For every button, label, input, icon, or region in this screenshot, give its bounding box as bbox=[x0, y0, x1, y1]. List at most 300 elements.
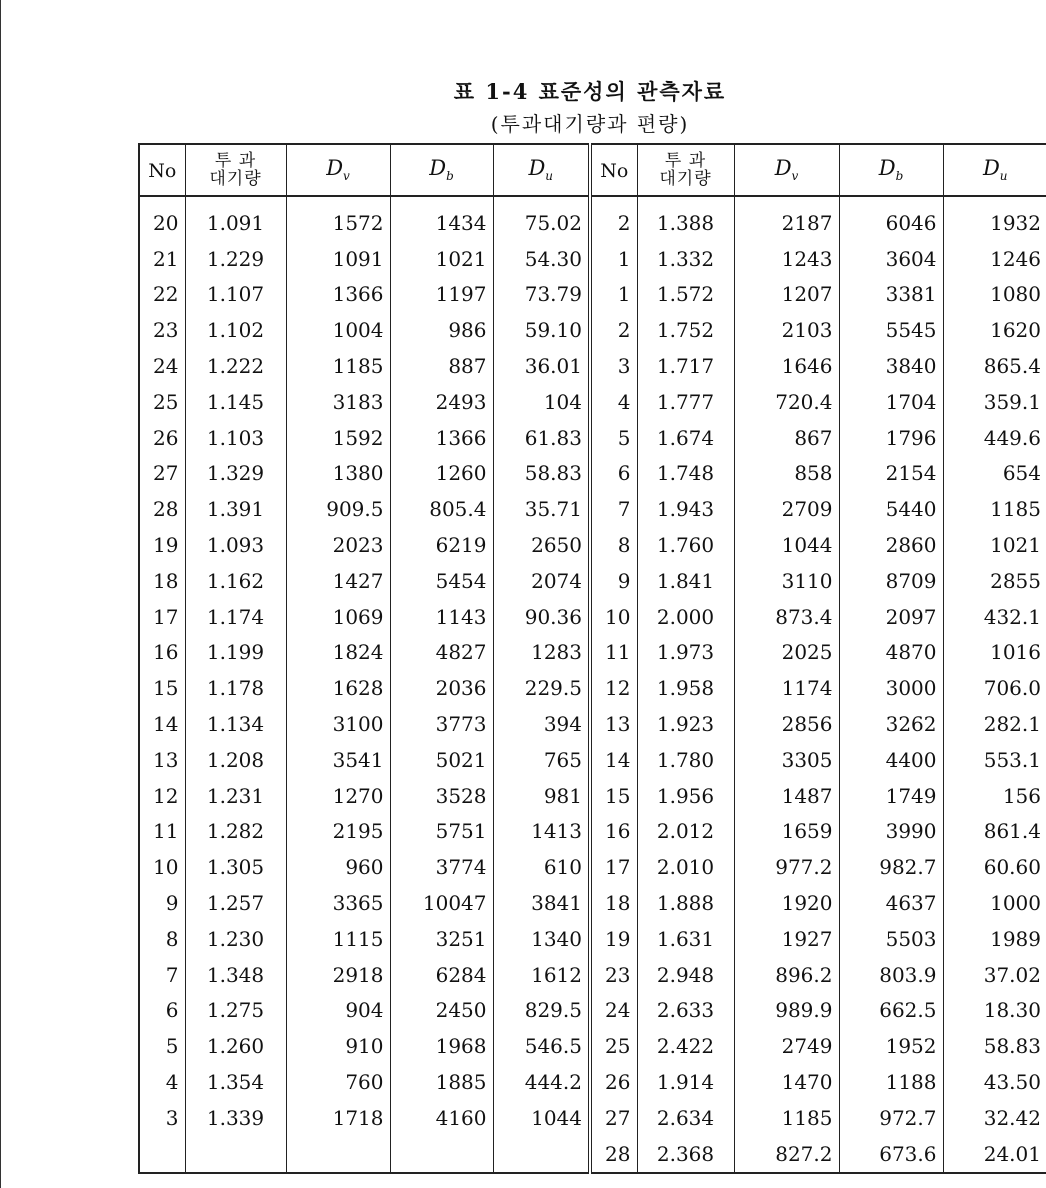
cell-left-dv: 760 bbox=[286, 1064, 390, 1100]
cell-right-no: 23 bbox=[590, 957, 637, 993]
cell-right-no: 5 bbox=[590, 420, 637, 456]
cell-left-dv: 1592 bbox=[286, 420, 390, 456]
cell-left-du: 1413 bbox=[493, 814, 590, 850]
cell-right-dv: 2025 bbox=[734, 635, 839, 671]
cell-right-db: 8709 bbox=[839, 563, 943, 599]
cell-left-airmass bbox=[185, 1136, 286, 1173]
cell-right-airmass: 1.958 bbox=[637, 670, 734, 706]
cell-right-db: 982.7 bbox=[839, 849, 943, 885]
table-row bbox=[139, 1064, 1046, 1100]
header-row bbox=[139, 144, 1046, 196]
cell-right-no: 25 bbox=[590, 1028, 637, 1064]
cell-right-airmass: 1.332 bbox=[637, 241, 734, 277]
cell-right-no: 9 bbox=[590, 563, 637, 599]
cell-left-no: 26 bbox=[139, 420, 185, 456]
cell-left-du: 75.02 bbox=[493, 196, 590, 241]
cell-right-db: 3381 bbox=[839, 277, 943, 313]
table-row bbox=[139, 778, 1046, 814]
cell-right-no: 1 bbox=[590, 277, 637, 313]
cell-right-dv: 2187 bbox=[734, 196, 839, 241]
cell-left-no: 14 bbox=[139, 706, 185, 742]
cell-left-db: 805.4 bbox=[390, 491, 493, 527]
cell-right-db: 4400 bbox=[839, 742, 943, 778]
cell-right-du: 1932 bbox=[943, 196, 1046, 241]
cell-right-dv: 896.2 bbox=[734, 957, 839, 993]
cell-right-dv: 873.4 bbox=[734, 599, 839, 635]
cell-right-du: 1000 bbox=[943, 885, 1046, 921]
cell-left-no: 8 bbox=[139, 921, 185, 957]
cell-left-no: 20 bbox=[139, 196, 185, 241]
cell-left-airmass: 1.354 bbox=[185, 1064, 286, 1100]
cell-right-du: 432.1 bbox=[943, 599, 1046, 635]
cell-right-du: 1021 bbox=[943, 527, 1046, 563]
cell-right-du: 18.30 bbox=[943, 993, 1046, 1029]
header-db-right: $D_b$ bbox=[839, 144, 943, 196]
cell-left-du: 90.36 bbox=[493, 599, 590, 635]
cell-left-db: 5021 bbox=[390, 742, 493, 778]
table-title: 표 1-4 표준성의 관측자료 bbox=[453, 79, 727, 104]
cell-right-no: 6 bbox=[590, 456, 637, 492]
cell-left-airmass: 1.305 bbox=[185, 849, 286, 885]
cell-left-airmass: 1.260 bbox=[185, 1028, 286, 1064]
cell-left-dv: 3365 bbox=[286, 885, 390, 921]
cell-right-airmass: 2.012 bbox=[637, 814, 734, 850]
table-row bbox=[139, 849, 1046, 885]
cell-left-du: 58.83 bbox=[493, 456, 590, 492]
cell-left-no: 21 bbox=[139, 241, 185, 277]
cell-left-no: 5 bbox=[139, 1028, 185, 1064]
cell-right-airmass: 1.780 bbox=[637, 742, 734, 778]
cell-right-airmass: 1.674 bbox=[637, 420, 734, 456]
cell-right-db: 1188 bbox=[839, 1064, 943, 1100]
cell-right-du: 282.1 bbox=[943, 706, 1046, 742]
cell-right-dv: 3110 bbox=[734, 563, 839, 599]
cell-left-du: 104 bbox=[493, 384, 590, 420]
cell-left-du: 1340 bbox=[493, 921, 590, 957]
cell-left-du: 2650 bbox=[493, 527, 590, 563]
table-row bbox=[139, 885, 1046, 921]
cell-right-no: 2 bbox=[590, 312, 637, 348]
cell-right-dv: 1044 bbox=[734, 527, 839, 563]
header-dv-left: $D_v$ bbox=[286, 144, 390, 196]
cell-left-dv: 1718 bbox=[286, 1100, 390, 1136]
cell-right-dv: 827.2 bbox=[734, 1136, 839, 1173]
cell-right-airmass: 2.368 bbox=[637, 1136, 734, 1173]
cell-right-du: 1016 bbox=[943, 635, 1046, 671]
cell-right-no: 1 bbox=[590, 241, 637, 277]
cell-left-db: 3251 bbox=[390, 921, 493, 957]
cell-left-du: 1283 bbox=[493, 635, 590, 671]
cell-left-dv: 1628 bbox=[286, 670, 390, 706]
header-airmass-left: 투 과 대기량 bbox=[185, 144, 286, 196]
cell-right-no: 11 bbox=[590, 635, 637, 671]
header-du-right: $D_u$ bbox=[943, 144, 1046, 196]
cell-right-no: 19 bbox=[590, 921, 637, 957]
cell-right-du: 156 bbox=[943, 778, 1046, 814]
cell-left-dv: 2195 bbox=[286, 814, 390, 850]
cell-right-no: 12 bbox=[590, 670, 637, 706]
table-row bbox=[139, 957, 1046, 993]
cell-left-no: 9 bbox=[139, 885, 185, 921]
table-row bbox=[139, 921, 1046, 957]
cell-right-dv: 858 bbox=[734, 456, 839, 492]
cell-right-dv: 1927 bbox=[734, 921, 839, 957]
cell-right-dv: 1243 bbox=[734, 241, 839, 277]
cell-right-no: 2 bbox=[590, 196, 637, 241]
cell-right-no: 8 bbox=[590, 527, 637, 563]
cell-left-airmass: 1.275 bbox=[185, 993, 286, 1029]
cell-left-du: 829.5 bbox=[493, 993, 590, 1029]
cell-right-no: 13 bbox=[590, 706, 637, 742]
table-row bbox=[139, 1136, 1046, 1173]
cell-left-du: 394 bbox=[493, 706, 590, 742]
cell-left-db: 1968 bbox=[390, 1028, 493, 1064]
table-row bbox=[139, 1100, 1046, 1136]
cell-right-dv: 1487 bbox=[734, 778, 839, 814]
cell-left-du: 444.2 bbox=[493, 1064, 590, 1100]
cell-left-dv: 1572 bbox=[286, 196, 390, 241]
cell-right-dv: 1470 bbox=[734, 1064, 839, 1100]
cell-left-airmass: 1.230 bbox=[185, 921, 286, 957]
cell-left-db: 3774 bbox=[390, 849, 493, 885]
cell-right-dv: 1646 bbox=[734, 348, 839, 384]
page-edge-rule bbox=[0, 0, 1, 1188]
cell-left-dv: 1069 bbox=[286, 599, 390, 635]
cell-left-du: 61.83 bbox=[493, 420, 590, 456]
cell-right-db: 1704 bbox=[839, 384, 943, 420]
cell-left-no: 4 bbox=[139, 1064, 185, 1100]
cell-left-dv: 1115 bbox=[286, 921, 390, 957]
cell-left-db: 1021 bbox=[390, 241, 493, 277]
cell-right-dv: 1659 bbox=[734, 814, 839, 850]
cell-right-du: 2855 bbox=[943, 563, 1046, 599]
cell-right-db: 2154 bbox=[839, 456, 943, 492]
cell-left-no: 18 bbox=[139, 563, 185, 599]
table-subtitle: (투과대기량과 편량) bbox=[490, 112, 690, 136]
header-du-left: $D_u$ bbox=[493, 144, 590, 196]
cell-left-du: 35.71 bbox=[493, 491, 590, 527]
cell-left-dv: 1185 bbox=[286, 348, 390, 384]
cell-left-no: 24 bbox=[139, 348, 185, 384]
cell-right-du: 32.42 bbox=[943, 1100, 1046, 1136]
cell-left-airmass: 1.145 bbox=[185, 384, 286, 420]
cell-right-du: 1185 bbox=[943, 491, 1046, 527]
cell-right-dv: 977.2 bbox=[734, 849, 839, 885]
cell-left-no: 12 bbox=[139, 778, 185, 814]
cell-left-dv: 1366 bbox=[286, 277, 390, 313]
cell-left-dv: 904 bbox=[286, 993, 390, 1029]
table-row bbox=[139, 312, 1046, 348]
cell-right-db: 5545 bbox=[839, 312, 943, 348]
cell-left-dv: 3541 bbox=[286, 742, 390, 778]
cell-right-db: 673.6 bbox=[839, 1136, 943, 1173]
cell-right-db: 1952 bbox=[839, 1028, 943, 1064]
cell-right-du: 60.60 bbox=[943, 849, 1046, 885]
cell-right-dv: 720.4 bbox=[734, 384, 839, 420]
cell-left-no: 3 bbox=[139, 1100, 185, 1136]
cell-right-db: 3990 bbox=[839, 814, 943, 850]
cell-right-du: 1989 bbox=[943, 921, 1046, 957]
cell-right-du: 24.01 bbox=[943, 1136, 1046, 1173]
cell-left-dv: 909.5 bbox=[286, 491, 390, 527]
cell-right-du: 654 bbox=[943, 456, 1046, 492]
cell-left-db: 1260 bbox=[390, 456, 493, 492]
cell-right-airmass: 2.948 bbox=[637, 957, 734, 993]
cell-right-dv: 2103 bbox=[734, 312, 839, 348]
cell-left-no: 17 bbox=[139, 599, 185, 635]
cell-left-du: 546.5 bbox=[493, 1028, 590, 1064]
cell-right-airmass: 1.631 bbox=[637, 921, 734, 957]
cell-left-du: 2074 bbox=[493, 563, 590, 599]
cell-left-db: 2036 bbox=[390, 670, 493, 706]
cell-right-db: 803.9 bbox=[839, 957, 943, 993]
cell-left-dv: 1270 bbox=[286, 778, 390, 814]
cell-right-no: 24 bbox=[590, 993, 637, 1029]
cell-right-du: 37.02 bbox=[943, 957, 1046, 993]
cell-right-db: 662.5 bbox=[839, 993, 943, 1029]
cell-left-dv: 3100 bbox=[286, 706, 390, 742]
cell-right-dv: 867 bbox=[734, 420, 839, 456]
cell-left-airmass: 1.329 bbox=[185, 456, 286, 492]
cell-right-dv: 1207 bbox=[734, 277, 839, 313]
cell-left-airmass: 1.229 bbox=[185, 241, 286, 277]
cell-left-db: 1434 bbox=[390, 196, 493, 241]
star-observation-table bbox=[138, 143, 1046, 1174]
cell-left-airmass: 1.391 bbox=[185, 491, 286, 527]
cell-left-airmass: 1.339 bbox=[185, 1100, 286, 1136]
cell-right-dv: 2709 bbox=[734, 491, 839, 527]
cell-left-no: 28 bbox=[139, 491, 185, 527]
cell-right-du: 58.83 bbox=[943, 1028, 1046, 1064]
table-row bbox=[139, 706, 1046, 742]
cell-right-no: 10 bbox=[590, 599, 637, 635]
cell-right-du: 359.1 bbox=[943, 384, 1046, 420]
cell-left-du: 610 bbox=[493, 849, 590, 885]
cell-right-no: 4 bbox=[590, 384, 637, 420]
cell-right-airmass: 1.956 bbox=[637, 778, 734, 814]
cell-left-airmass: 1.222 bbox=[185, 348, 286, 384]
cell-left-airmass: 1.134 bbox=[185, 706, 286, 742]
cell-right-db: 972.7 bbox=[839, 1100, 943, 1136]
cell-right-dv: 3305 bbox=[734, 742, 839, 778]
cell-right-airmass: 1.777 bbox=[637, 384, 734, 420]
header-no-left: No bbox=[139, 144, 185, 196]
table-row bbox=[139, 241, 1046, 277]
cell-left-du bbox=[493, 1136, 590, 1173]
cell-right-airmass: 1.760 bbox=[637, 527, 734, 563]
cell-right-no: 26 bbox=[590, 1064, 637, 1100]
cell-left-db: 1366 bbox=[390, 420, 493, 456]
cell-left-du: 59.10 bbox=[493, 312, 590, 348]
cell-left-no: 7 bbox=[139, 957, 185, 993]
table-row bbox=[139, 277, 1046, 313]
cell-left-db bbox=[390, 1136, 493, 1173]
cell-left-dv: 3183 bbox=[286, 384, 390, 420]
cell-left-db: 6284 bbox=[390, 957, 493, 993]
cell-left-airmass: 1.091 bbox=[185, 196, 286, 241]
cell-right-airmass: 1.888 bbox=[637, 885, 734, 921]
cell-right-airmass: 2.634 bbox=[637, 1100, 734, 1136]
cell-left-du: 73.79 bbox=[493, 277, 590, 313]
cell-left-db: 2450 bbox=[390, 993, 493, 1029]
cell-right-dv: 1920 bbox=[734, 885, 839, 921]
cell-left-no bbox=[139, 1136, 185, 1173]
cell-left-dv: 1380 bbox=[286, 456, 390, 492]
cell-left-airmass: 1.102 bbox=[185, 312, 286, 348]
cell-right-db: 6046 bbox=[839, 196, 943, 241]
cell-right-airmass: 2.633 bbox=[637, 993, 734, 1029]
cell-left-db: 4827 bbox=[390, 635, 493, 671]
cell-left-db: 5751 bbox=[390, 814, 493, 850]
cell-right-airmass: 1.388 bbox=[637, 196, 734, 241]
cell-right-airmass: 1.752 bbox=[637, 312, 734, 348]
cell-right-airmass: 1.914 bbox=[637, 1064, 734, 1100]
cell-left-du: 54.30 bbox=[493, 241, 590, 277]
cell-left-airmass: 1.174 bbox=[185, 599, 286, 635]
cell-right-db: 5440 bbox=[839, 491, 943, 527]
table-row bbox=[139, 635, 1046, 671]
header-airmass-right: 투 과 대기량 bbox=[637, 144, 734, 196]
cell-right-airmass: 1.717 bbox=[637, 348, 734, 384]
cell-left-du: 229.5 bbox=[493, 670, 590, 706]
cell-left-dv: 910 bbox=[286, 1028, 390, 1064]
cell-left-no: 19 bbox=[139, 527, 185, 563]
cell-left-no: 25 bbox=[139, 384, 185, 420]
cell-right-airmass: 1.943 bbox=[637, 491, 734, 527]
cell-left-no: 6 bbox=[139, 993, 185, 1029]
cell-right-no: 14 bbox=[590, 742, 637, 778]
cell-left-airmass: 1.093 bbox=[185, 527, 286, 563]
cell-right-dv: 1174 bbox=[734, 670, 839, 706]
table-row bbox=[139, 420, 1046, 456]
cell-right-du: 1246 bbox=[943, 241, 1046, 277]
table-row bbox=[139, 993, 1046, 1029]
cell-left-du: 1044 bbox=[493, 1100, 590, 1136]
cell-right-dv: 2856 bbox=[734, 706, 839, 742]
cell-left-airmass: 1.208 bbox=[185, 742, 286, 778]
cell-left-db: 3773 bbox=[390, 706, 493, 742]
cell-right-du: 43.50 bbox=[943, 1064, 1046, 1100]
cell-left-no: 13 bbox=[139, 742, 185, 778]
cell-right-db: 4870 bbox=[839, 635, 943, 671]
table-body bbox=[139, 196, 1046, 1173]
cell-left-dv: 1004 bbox=[286, 312, 390, 348]
cell-left-airmass: 1.199 bbox=[185, 635, 286, 671]
table-row bbox=[139, 491, 1046, 527]
cell-right-dv: 989.9 bbox=[734, 993, 839, 1029]
cell-left-no: 27 bbox=[139, 456, 185, 492]
table-row bbox=[139, 196, 1046, 241]
cell-left-airmass: 1.231 bbox=[185, 778, 286, 814]
cell-left-airmass: 1.178 bbox=[185, 670, 286, 706]
cell-left-no: 16 bbox=[139, 635, 185, 671]
cell-left-db: 4160 bbox=[390, 1100, 493, 1136]
cell-left-airmass: 1.103 bbox=[185, 420, 286, 456]
table-row bbox=[139, 670, 1046, 706]
cell-left-dv: 2918 bbox=[286, 957, 390, 993]
cell-right-db: 3604 bbox=[839, 241, 943, 277]
cell-right-airmass: 2.422 bbox=[637, 1028, 734, 1064]
table-row bbox=[139, 814, 1046, 850]
cell-left-du: 3841 bbox=[493, 885, 590, 921]
table-row bbox=[139, 348, 1046, 384]
cell-right-db: 2860 bbox=[839, 527, 943, 563]
cell-left-airmass: 1.282 bbox=[185, 814, 286, 850]
cell-left-no: 23 bbox=[139, 312, 185, 348]
cell-right-airmass: 1.973 bbox=[637, 635, 734, 671]
cell-right-du: 449.6 bbox=[943, 420, 1046, 456]
cell-left-db: 6219 bbox=[390, 527, 493, 563]
cell-left-db: 1197 bbox=[390, 277, 493, 313]
cell-left-db: 2493 bbox=[390, 384, 493, 420]
cell-right-airmass: 1.572 bbox=[637, 277, 734, 313]
table-row bbox=[139, 563, 1046, 599]
cell-right-db: 3262 bbox=[839, 706, 943, 742]
cell-right-no: 16 bbox=[590, 814, 637, 850]
cell-right-dv: 2749 bbox=[734, 1028, 839, 1064]
cell-left-no: 15 bbox=[139, 670, 185, 706]
cell-left-airmass: 1.107 bbox=[185, 277, 286, 313]
header-dv-right: $D_v$ bbox=[734, 144, 839, 196]
cell-left-airmass: 1.348 bbox=[185, 957, 286, 993]
cell-right-airmass: 2.010 bbox=[637, 849, 734, 885]
cell-left-dv: 1427 bbox=[286, 563, 390, 599]
data-table-container bbox=[138, 143, 1046, 1174]
cell-right-db: 3000 bbox=[839, 670, 943, 706]
cell-right-du: 1080 bbox=[943, 277, 1046, 313]
table-row bbox=[139, 384, 1046, 420]
cell-right-no: 7 bbox=[590, 491, 637, 527]
cell-right-no: 27 bbox=[590, 1100, 637, 1136]
cell-right-du: 706.0 bbox=[943, 670, 1046, 706]
cell-left-no: 22 bbox=[139, 277, 185, 313]
cell-right-db: 2097 bbox=[839, 599, 943, 635]
cell-right-airmass: 1.841 bbox=[637, 563, 734, 599]
cell-right-no: 3 bbox=[590, 348, 637, 384]
cell-right-airmass: 2.000 bbox=[637, 599, 734, 635]
table-row bbox=[139, 599, 1046, 635]
cell-left-du: 981 bbox=[493, 778, 590, 814]
cell-left-db: 10047 bbox=[390, 885, 493, 921]
cell-right-no: 17 bbox=[590, 849, 637, 885]
cell-right-du: 1620 bbox=[943, 312, 1046, 348]
cell-left-airmass: 1.162 bbox=[185, 563, 286, 599]
cell-left-db: 5454 bbox=[390, 563, 493, 599]
cell-left-no: 11 bbox=[139, 814, 185, 850]
cell-left-du: 765 bbox=[493, 742, 590, 778]
cell-right-airmass: 1.748 bbox=[637, 456, 734, 492]
cell-left-db: 887 bbox=[390, 348, 493, 384]
cell-left-airmass: 1.257 bbox=[185, 885, 286, 921]
cell-right-airmass: 1.923 bbox=[637, 706, 734, 742]
cell-left-du: 1612 bbox=[493, 957, 590, 993]
cell-right-db: 4637 bbox=[839, 885, 943, 921]
cell-left-dv: 2023 bbox=[286, 527, 390, 563]
cell-left-db: 986 bbox=[390, 312, 493, 348]
cell-left-dv: 960 bbox=[286, 849, 390, 885]
cell-right-db: 3840 bbox=[839, 348, 943, 384]
cell-left-dv: 1091 bbox=[286, 241, 390, 277]
cell-right-no: 15 bbox=[590, 778, 637, 814]
cell-right-dv: 1185 bbox=[734, 1100, 839, 1136]
table-row bbox=[139, 456, 1046, 492]
cell-left-dv bbox=[286, 1136, 390, 1173]
cell-left-no: 10 bbox=[139, 849, 185, 885]
cell-left-du: 36.01 bbox=[493, 348, 590, 384]
table-row bbox=[139, 527, 1046, 563]
cell-left-dv: 1824 bbox=[286, 635, 390, 671]
table-row bbox=[139, 742, 1046, 778]
